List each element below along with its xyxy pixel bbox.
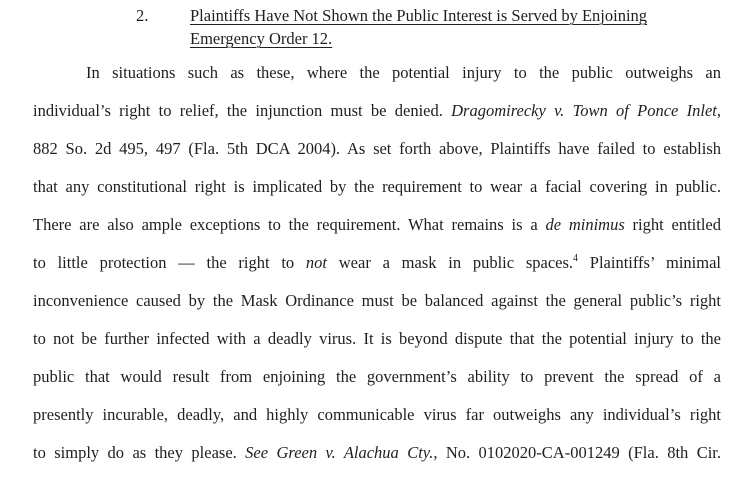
italic-citation-text: See Green v. Alachua Cty. <box>245 443 434 462</box>
footnote-reference: 4 <box>573 253 579 264</box>
section-title <box>190 4 730 50</box>
paragraph-text: to simply do as they please. <box>33 443 246 462</box>
paragraph-line <box>33 139 721 159</box>
paragraph-line <box>33 215 721 235</box>
section-number: 2. <box>136 6 149 25</box>
paragraph-line <box>33 329 721 349</box>
section-title-line-1: Plaintiffs Have Not Shown the Public Interest is Served by Enjoining <box>190 6 648 25</box>
paragraph-text: public that would result from enjoining the government’s ability to prevent the spread of a <box>33 367 721 386</box>
paragraph-text: In situations such as these, where the potential injury to the public outweighs an <box>86 63 721 82</box>
paragraph-text: to little protection — the right to <box>33 253 306 272</box>
paragraph-text: Plaintiffs’ minimal <box>578 253 721 272</box>
paragraph-text: that any constitutional right is implicated by the requirement to wear a facial covering in public. <box>33 177 721 196</box>
italic-citation-text: Dragomirecky v. Town of Ponce Inlet <box>451 101 717 120</box>
italic-citation-text: not <box>305 253 328 272</box>
paragraph-line <box>33 443 721 463</box>
paragraph-text: presently incurable, deadly, and highly communicable virus far outweighs any individual’s right <box>33 405 721 424</box>
paragraph-text: inconvenience caused by the Mask Ordinance must be balanced against the general public’s right <box>33 291 721 310</box>
paragraph-text: , No. 0102020-CA-001249 (Fla. 8th Cir. <box>433 443 722 462</box>
paragraph-text: wear a mask in public spaces. <box>327 253 574 272</box>
paragraph-line <box>33 367 721 387</box>
paragraph-text: , <box>716 101 721 120</box>
paragraph-line <box>86 63 721 83</box>
paragraph-text: There are also ample exceptions to the requirement. What remains is a <box>33 215 546 234</box>
paragraph-line <box>33 177 721 197</box>
paragraph-line <box>33 291 721 311</box>
paragraph-text: 882 So. 2d 495, 497 (Fla. 5th DCA 2004). As set forth above, Plaintiffs have failed to establish <box>33 139 721 158</box>
section-title-line-2: Emergency Order 12. <box>190 29 333 48</box>
paragraph-line <box>33 405 721 425</box>
paragraph-text: right entitled <box>624 215 721 234</box>
paragraph-line <box>33 253 721 273</box>
paragraph-text: to not be further infected with a deadly virus. It is beyond dispute that the potential injury to the <box>33 329 721 348</box>
paragraph-line <box>33 101 721 121</box>
paragraph-text: individual’s right to relief, the injunction must be denied. <box>33 101 452 120</box>
italic-citation-text: de minimus <box>545 215 625 234</box>
